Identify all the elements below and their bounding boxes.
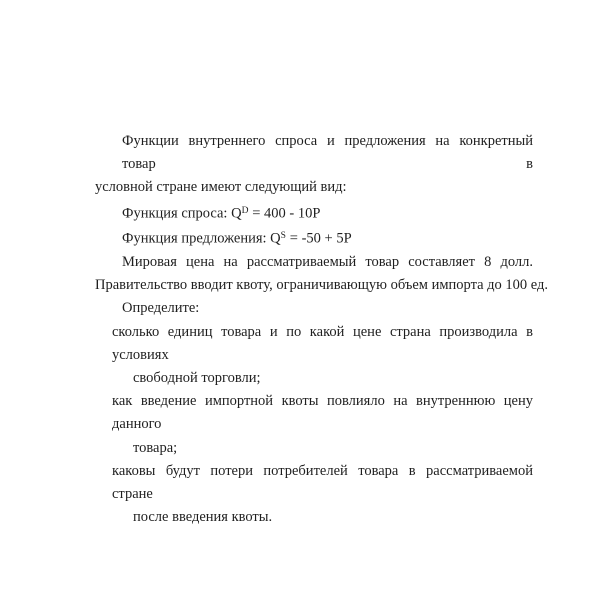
demand-superscript-d: D — [241, 205, 249, 216]
determine-heading: Определите: — [122, 300, 200, 317]
question-1-line-2: свободной торговли; — [133, 370, 261, 387]
world-price-paragraph-line-2: Правительство вводит квоту, ограничивающую объем импорта до 100 ед. — [95, 277, 549, 294]
intro-paragraph-line-2: условной стране имеют следующий вид: — [95, 179, 347, 196]
document-page — [95, 130, 549, 529]
supply-function-line — [95, 225, 533, 251]
question-2-line-2: товара; — [133, 439, 178, 456]
question-2-line-1: как введение импортной квоты повлияло на внутреннюю цену данного — [112, 393, 533, 433]
demand-function-line — [95, 200, 533, 226]
supply-superscript-s: S — [280, 231, 287, 242]
supply-function-label: Функция предложения: Q — [122, 230, 281, 247]
world-price-paragraph-line-1: Мировая цена на рассматриваемый товар составляет 8 долл. — [122, 254, 533, 271]
intro-paragraph-line-1: Функции внутреннего спроса и предложения на конкретный товар в — [122, 133, 533, 173]
demand-function-formula: = 400 - 10P — [248, 205, 321, 222]
question-3-line-2: после введения квоты. — [133, 509, 273, 526]
supply-function-formula: = -50 + 5P — [286, 230, 352, 247]
question-3-line-1: каковы будут потери потребителей товара в рассматриваемой стране — [112, 462, 533, 503]
demand-function-label: Функция спроса: Q — [122, 205, 242, 222]
question-1-line-1: сколько единиц товара и по какой цене страна производила в условиях — [112, 323, 533, 363]
